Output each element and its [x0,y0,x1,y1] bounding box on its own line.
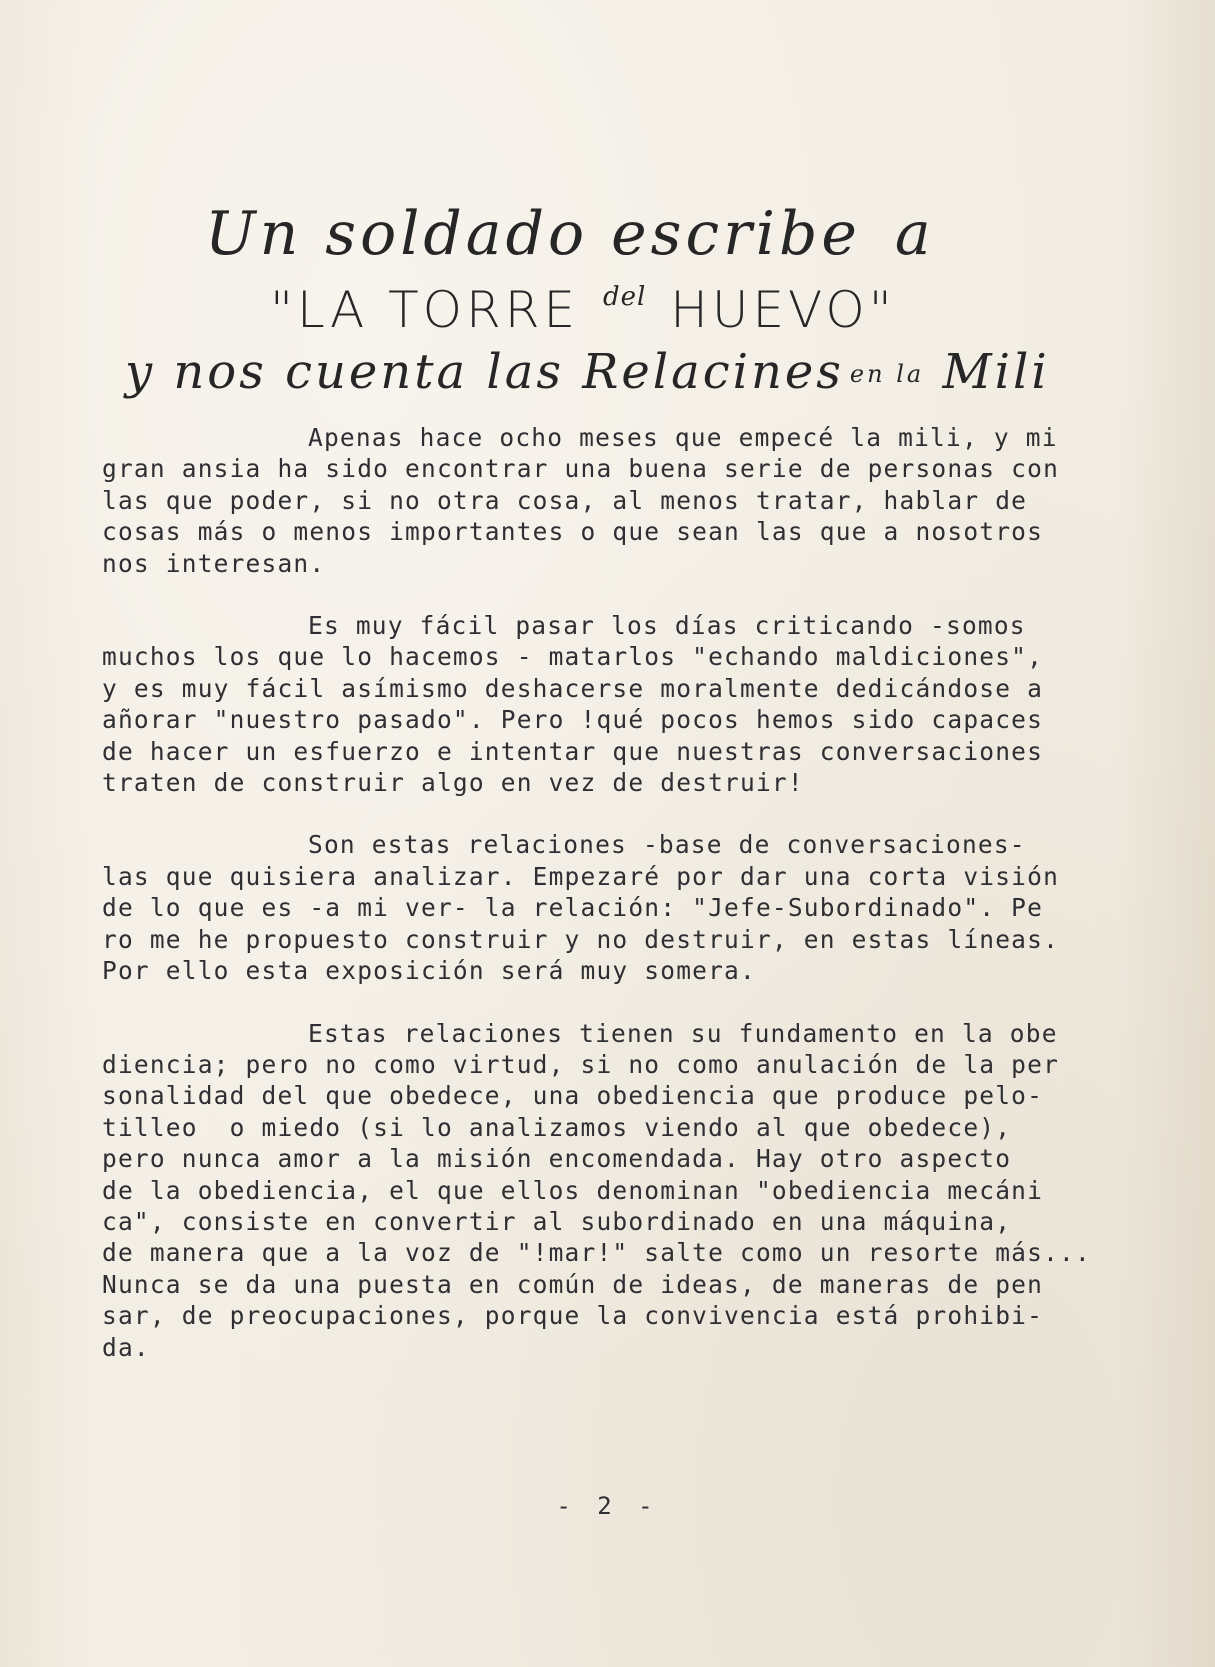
text-line: Nunca se da una puesta en común de ideas, de maneras de pen [102,1269,1044,1299]
text-line: y es muy fácil asímismo deshacerse moralmente dedicándose a [102,673,1044,703]
text-line: tilleo o miedo (si lo analizamos viendo al que obedece), [102,1112,1012,1142]
typewritten-body [102,422,1152,1363]
text-line: diencia; pero no como virtud, si no como anulación de la per [102,1049,1060,1079]
text-line: Son estas relaciones -base de conversaciones- [308,830,1026,860]
text-line: de hacer un esfuerzo e intentar que nuestras conversaciones [102,736,1044,766]
title-line-3-main: y nos cuenta las Relacines [125,344,844,400]
handwritten-title [110,200,1130,407]
text-line: nos interesan. [102,548,326,578]
title-line-3-end: Mili [942,344,1050,400]
text-line: Estas relaciones tienen su fundamento en la obe [308,1018,1058,1048]
title-line-1-main: Un soldado escribe [205,199,861,269]
text-line: pero nunca amor a la misión encomendada. Hay otro aspecto [102,1144,1012,1174]
text-line: gran ansia ha sido encontrar una buena serie de personas con [102,454,1060,484]
page-number: - 2 - [556,1492,659,1520]
text-line: sonalidad del que obedece, una obediencia que produce pelo- [102,1081,1044,1111]
text-line: da. [102,1332,150,1362]
text-line: sar, de preocupaciones, porque la convivencia está prohibi- [102,1301,1044,1331]
text-line: añorar "nuestro pasado". Pero !qué pocos hemos sido capaces [102,705,1044,735]
title-line-1-end: a [894,199,935,269]
text-line: ro me he propuesto construir y no destruir, en estas líneas. [102,924,1060,954]
text-line: ca", consiste en convertir al subordinado en una máquina, [102,1206,1012,1236]
text-line: de manera que a la voz de "!mar!" salte como un resorte más... [102,1238,1091,1268]
text-line: Es muy fácil pasar los días criticando -somos [308,611,1026,641]
paragraph-2 [102,610,1152,798]
title-line-2-small: del [602,282,647,312]
text-line: Apenas hace ocho meses que empecé la mili, y mi [308,423,1058,452]
text-line: las que poder, si no otra cosa, al menos tratar, hablar de [102,485,1028,515]
text-line: las que quisiera analizar. Empezaré por dar una corta visión [102,861,1060,891]
title-line-2-pre: "LA TORRE [270,281,580,339]
text-line: de la obediencia, el que ellos denominan "obediencia mecáni [102,1175,1044,1205]
paragraph-1 [102,422,1152,579]
title-line-3-small: en la [849,360,925,388]
text-line: de lo que es -a mi ver- la relación: "Jefe-Subordinado". Pe [102,893,1044,923]
text-line: Por ello esta exposición será muy somera. [102,956,756,986]
title-line-3 [125,339,1130,407]
paragraph-4 [102,1018,1152,1363]
text-line: muchos los que lo hacemos - matarlos "echando maldiciones", [102,642,1044,672]
title-line-2 [270,268,1130,339]
title-line-1 [205,200,1130,268]
paragraph-3 [102,829,1152,986]
title-line-2-post: HUEVO" [670,281,896,339]
text-line: cosas más o menos importantes o que sean las que a nosotros [102,517,1044,547]
text-line: traten de construir algo en vez de destruir! [102,768,804,798]
